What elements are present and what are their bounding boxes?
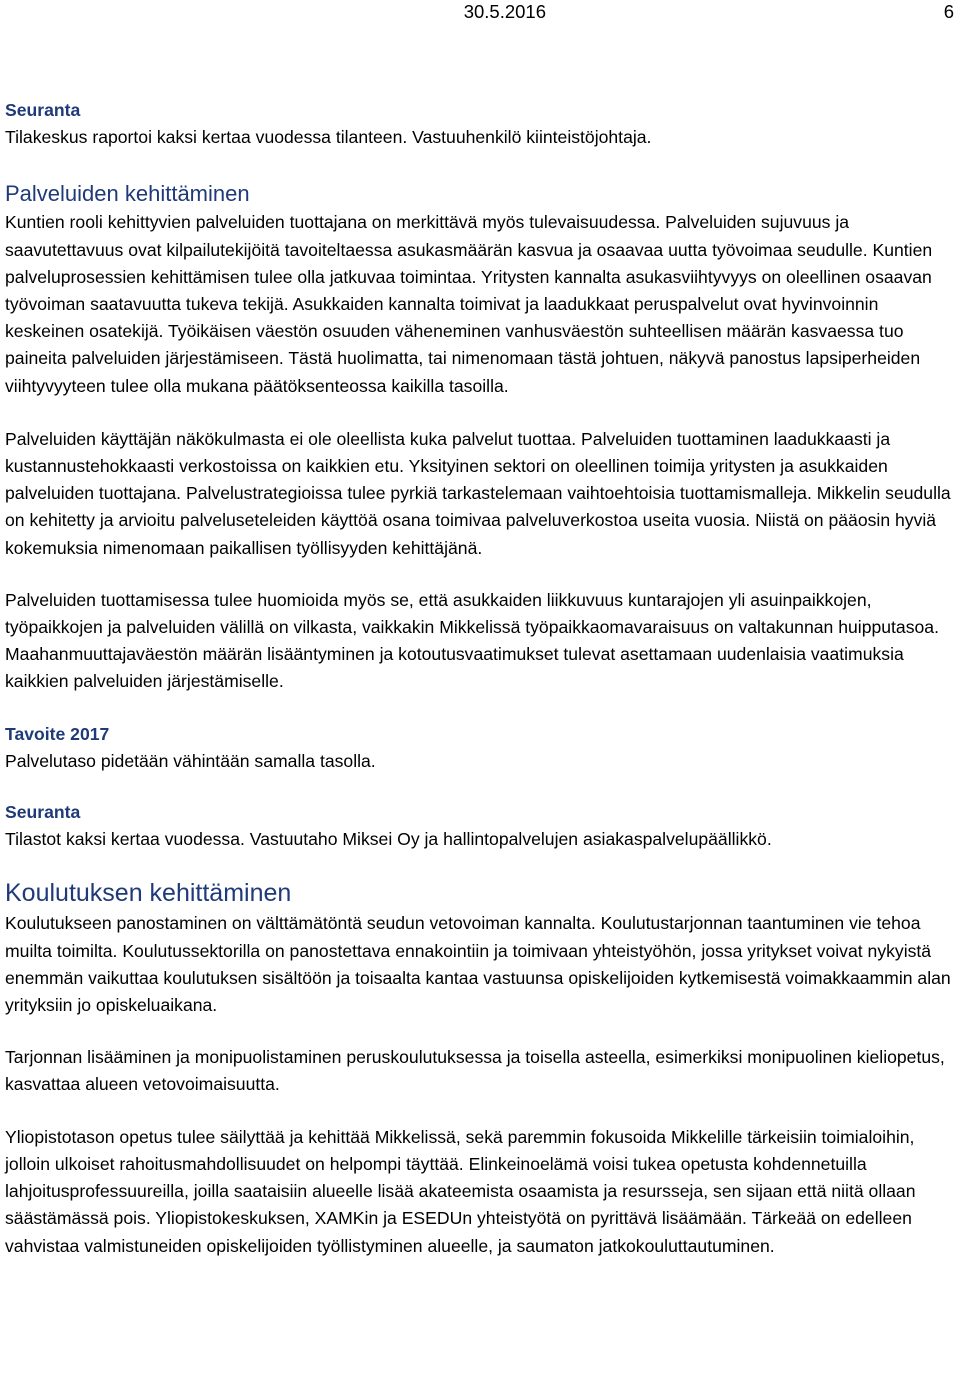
seuranta-heading-2: Seuranta: [5, 802, 81, 823]
palveluiden-paragraph-3: Palveluiden tuottamisessa tulee huomioida myös se, että asukkaiden liikkuvuus kuntarajojen yli asuinpaikkojen, työpaikkojen ja palveluiden välillä on vilkasta, vaikkakin Mikkelissä työpaikkaomavaraisuus on valtakunnan huipputasoa. Maahanmuuttajaväestön määrän lisääntyminen ja kotoutusvaatimukset tulevat asettamaan uudenlaisia vaatimuksia kaikkien palveluiden järjestämiselle.: [5, 589, 939, 692]
document-body: [5, 97, 957, 1260]
koulutuksen-paragraph-1: Koulutukseen panostaminen on välttämätöntä seudun vetovoiman kannalta. Koulutustarjonnan taantuminen vie tehoa muilta toimilta. Koulutussektorilla on panostettava ennakointiin ja toimivaan yhteistyöhön, jossa yritykset voivat nykyistä enemmän vaikuttaa koulutuksen sisältöön ja toisaalta kantaa vastuunsa opiskelijoiden kytkemisestä voimakkaammin alan yrityksiin jo opiskeluaikana.: [5, 913, 951, 1016]
seuranta-text: Tilakeskus raportoi kaksi kertaa vuodessa tilanteen. Vastuuhenkilö kiinteistöjohtaja.: [5, 127, 652, 148]
tavoite-heading: Tavoite 2017: [5, 723, 110, 744]
seuranta-text-2: Tilastot kaksi kertaa vuodessa. Vastuutaho Miksei Oy ja hallintopalvelujen asiakaspalvelupäällikkö.: [5, 829, 772, 850]
page-header: [0, 0, 954, 26]
page-number: 6: [943, 1, 954, 22]
koulutuksen-paragraph-3: Yliopistotason opetus tulee säilyttää ja kehittää Mikkelissä, sekä paremmin fokusoida Mikkelille tärkeisiin toimialoihin, jolloin ulkoiset rahoitusmahdollisuudet on helpompi täyttää. Elinkeinoelämä voisi tukea opetusta kohdennetuilla lahjoitusprofessuureilla, joilla saataisiin alueelle lisää akateemista osaamista ja resursseja, sen sijaan että niitä ollaan säästämässä pois. Yliopistokeskuksen, XAMKin ja ESEDUn yhteistyötä on pyrittävä lisäämään. Tärkeää on edelleen vahvistaa valmistuneiden opiskelijoiden työllistyminen alueelle, ja saumaton jatkokouluttautuminen.: [5, 1126, 916, 1256]
koulutuksen-paragraph-2: Tarjonnan lisääminen ja monipuolistaminen peruskoulutuksessa ja toisella asteella, esimerkiksi monipuolinen kieliopetus, kasvattaa alueen vetovoimaisuutta.: [5, 1047, 945, 1095]
palveluiden-paragraph-2: Palveluiden käyttäjän näkökulmasta ei ole oleellista kuka palvelut tuottaa. Palveluiden tuottaminen laadukkaasti ja kustannustehokkaasti verkostoissa on kaikkien etu. Yksityinen sektori on oleellinen toimija yritysten ja asukkaiden palveluiden tuottajana. Palvelustrategioissa tulee pyrkiä tarkastelemaan vaihtoehtoisia tuottamismalleja. Mikkelin seudulla on kehitetty ja arvioitu palveluseteleiden käyttöä osana toimivaa palveluverkostoa useita vuosia. Niistä on pääosin hyviä kokemuksia nimenomaan paikallisen työllisyyden kehittäjänä.: [5, 428, 951, 558]
palveluiden-paragraph-1: Kuntien rooli kehittyvien palveluiden tuottajana on merkittävä myös tulevaisuudessa. Palveluiden sujuvuus ja saavutettavuus ovat kilpailutekijöitä tavoiteltaessa asukasmäärän kasvua ja osaavaa uutta työvoimaa seudulle. Kuntien palveluprosessien kehittämisen tulee olla jatkuvaa toimintaa. Yritysten kannalta asukasviihtyvyys on oleellinen osaavan työvoiman saatavuutta tukeva tekijä. Asukkaiden kannalta toimivat ja laadukkaat peruspalvelut ovat hyvinvoinnin keskeinen osatekijä. Työikäisen väestön osuuden väheneminen vanhusväestön suhteellisen määrän kasvaessa tuo paineita palveluiden järjestämiseen. Tästä huolimatta, tai nimenomaan tästä johtuen, näkyvä panostus lapsiperheiden viihtyvyyteen tulee olla mukana päätöksenteossa kaikilla tasoilla.: [5, 212, 933, 396]
koulutuksen-kehittaminen-heading: Koulutuksen kehittäminen: [5, 879, 292, 908]
palveluiden-kehittaminen-heading: Palveluiden kehittäminen: [5, 181, 250, 207]
tavoite-text: Palvelutaso pidetään vähintään samalla tasolla.: [5, 750, 376, 771]
seuranta-heading: Seuranta: [5, 100, 81, 120]
header-date: 30.5.2016: [463, 1, 546, 22]
